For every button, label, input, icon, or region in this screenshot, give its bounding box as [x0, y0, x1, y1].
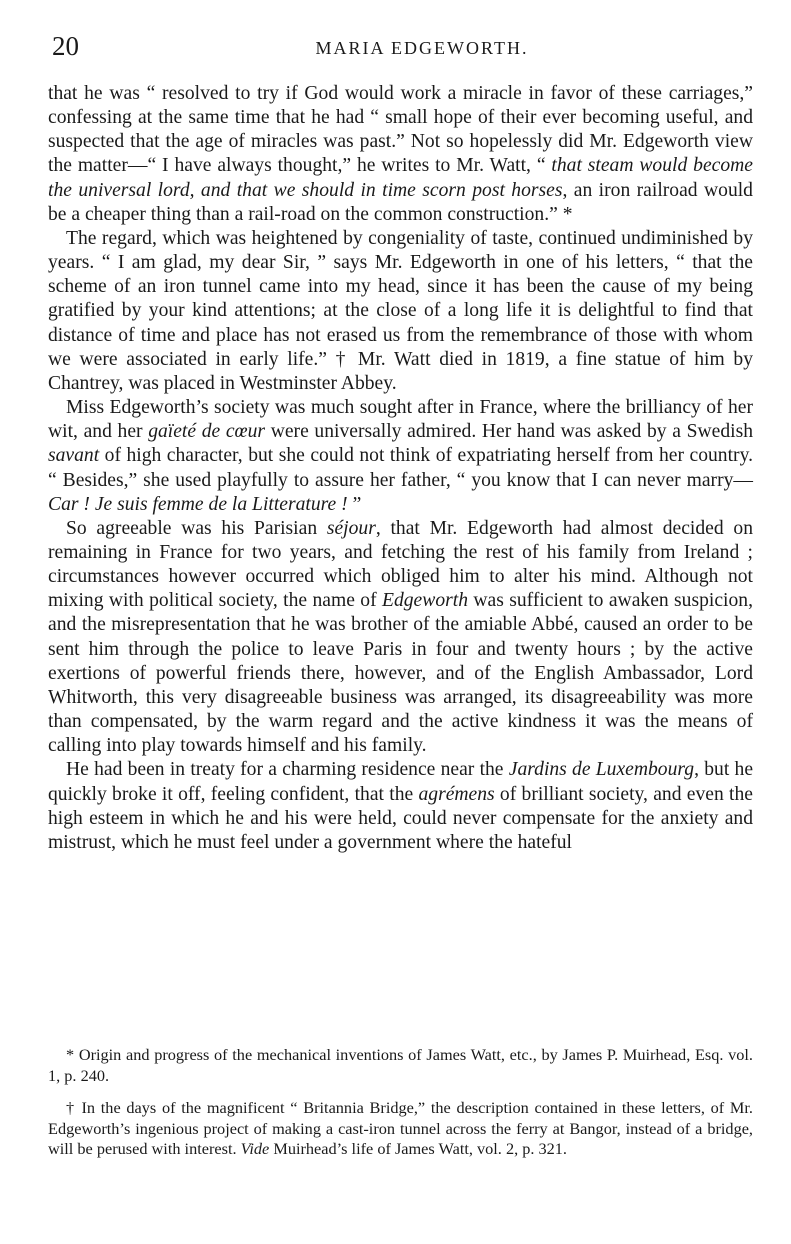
page-header [52, 30, 752, 62]
footnotes [48, 1045, 753, 1160]
text-run: He had been in treaty for a charming residence near the [66, 759, 509, 781]
text-run: of brilliant society, and even the high esteem in which he and his were held, could never compensate for the anxiety and mistrust, which he must feel under a government where the hateful [48, 783, 753, 853]
italic-text: agrémens [418, 783, 495, 805]
italic-text: gaïeté de cœur [148, 421, 266, 443]
text-run: , an iron railroad would be a cheaper thing than a rail-road on the common construction.” * [48, 179, 753, 225]
text-run: , but he quickly broke it off, feeling confident, that the [48, 759, 754, 805]
italic-text: Car ! Je suis femme de la Litterature ! [48, 493, 348, 515]
paragraph [48, 82, 753, 227]
body-text [48, 82, 753, 855]
text-run: of high character, but she could not think of expatriating herself from her country. “ Besides,” she used playfully to assure her father, “ you know that I can never marry— [48, 445, 753, 491]
paragraph [48, 227, 753, 396]
italic-text: Edgeworth [382, 590, 468, 612]
italic-text: Jardins de Luxembourg [508, 759, 695, 781]
page-number: 20 [52, 31, 79, 61]
text-run: that he was “ resolved to try if God would work a miracle in favor of these carriages,” confessing at the same time that he had “ small hope of their ever becoming useful, and suspected that the age of miracles was past.” Not so hopelessly did Mr. Edgeworth view the matter—“ I have always thought,” he writes to Mr. Watt, “ [48, 83, 753, 177]
text-run: , that Mr. Edgeworth had almost decided on remaining in France for two years, and fetching the rest of his family from Ireland ; circumstances however occurred which obliged him to alter his mind. Although not mixing with political society, the name of [48, 517, 753, 612]
paragraph [48, 396, 753, 517]
text-run: was sufficient to awaken suspicion, and the misrepresentation that he was brother of the amiable Abbé, caused an order to be sent him through the police to leave Paris in four and twenty hours ; by the active exertions of powerful friends there, however, and of the English Ambassador, Lord Whitworth, this very disagreeable business was arranged, its disagreeability was more than compensated, by the warm regard and the active kindness it was the means of calling into play towards himself and his family. [48, 590, 753, 757]
footnote [48, 1045, 753, 1086]
text-run: * Origin and progress of the mechanical inventions of James Watt, etc., by James P. Muirhead, Esq. vol. 1, p. 240. [48, 1045, 753, 1085]
text-run: were universally admired. Her hand was asked by a Swedish [265, 421, 753, 443]
paragraph [48, 517, 753, 759]
italic-text: savant [48, 445, 100, 467]
text-run: Miss Edgeworth’s society was much sought after in France, where the brilliancy of her wit, and her [48, 397, 753, 443]
text-run: The regard, which was heightened by congeniality of taste, continued undiminished by years. “ I am glad, my dear Sir, ” says Mr. Edgeworth in one of his letters, “ that the scheme of an iron tunnel came into my head, since it has been the cause of my being gratified by your kind attentions; at the close of a long life it is delightful to find that distance of time and place has not erased us from the remembrance of those with whom we were associated in early life.” † Mr. Watt died in 1819, a fine statue of him by Chantrey, was placed in Westminster Abbey. [48, 227, 753, 394]
text-run: So agreeable was his Parisian [66, 517, 327, 539]
footnote [48, 1098, 753, 1160]
italic-text: Vide [240, 1139, 270, 1158]
paragraph [48, 758, 753, 855]
italic-text: that steam would become the universal lord, and that we should in time scorn post horses [48, 155, 753, 201]
text-run: Muirhead’s life of James Watt, vol. 2, p. 321. [269, 1139, 568, 1158]
text-run: ” [347, 493, 362, 515]
text-run: † In the days of the magnificent “ Britannia Bridge,” the description contained in these letters, of Mr. Edgeworth’s ingenious project of making a cast-iron tunnel across the ferry at Bangor, instead of a bridge, will be perused with interest. [48, 1098, 753, 1158]
running-title: MARIA EDGEWORTH. [315, 38, 529, 58]
italic-text: séjour [326, 517, 376, 539]
